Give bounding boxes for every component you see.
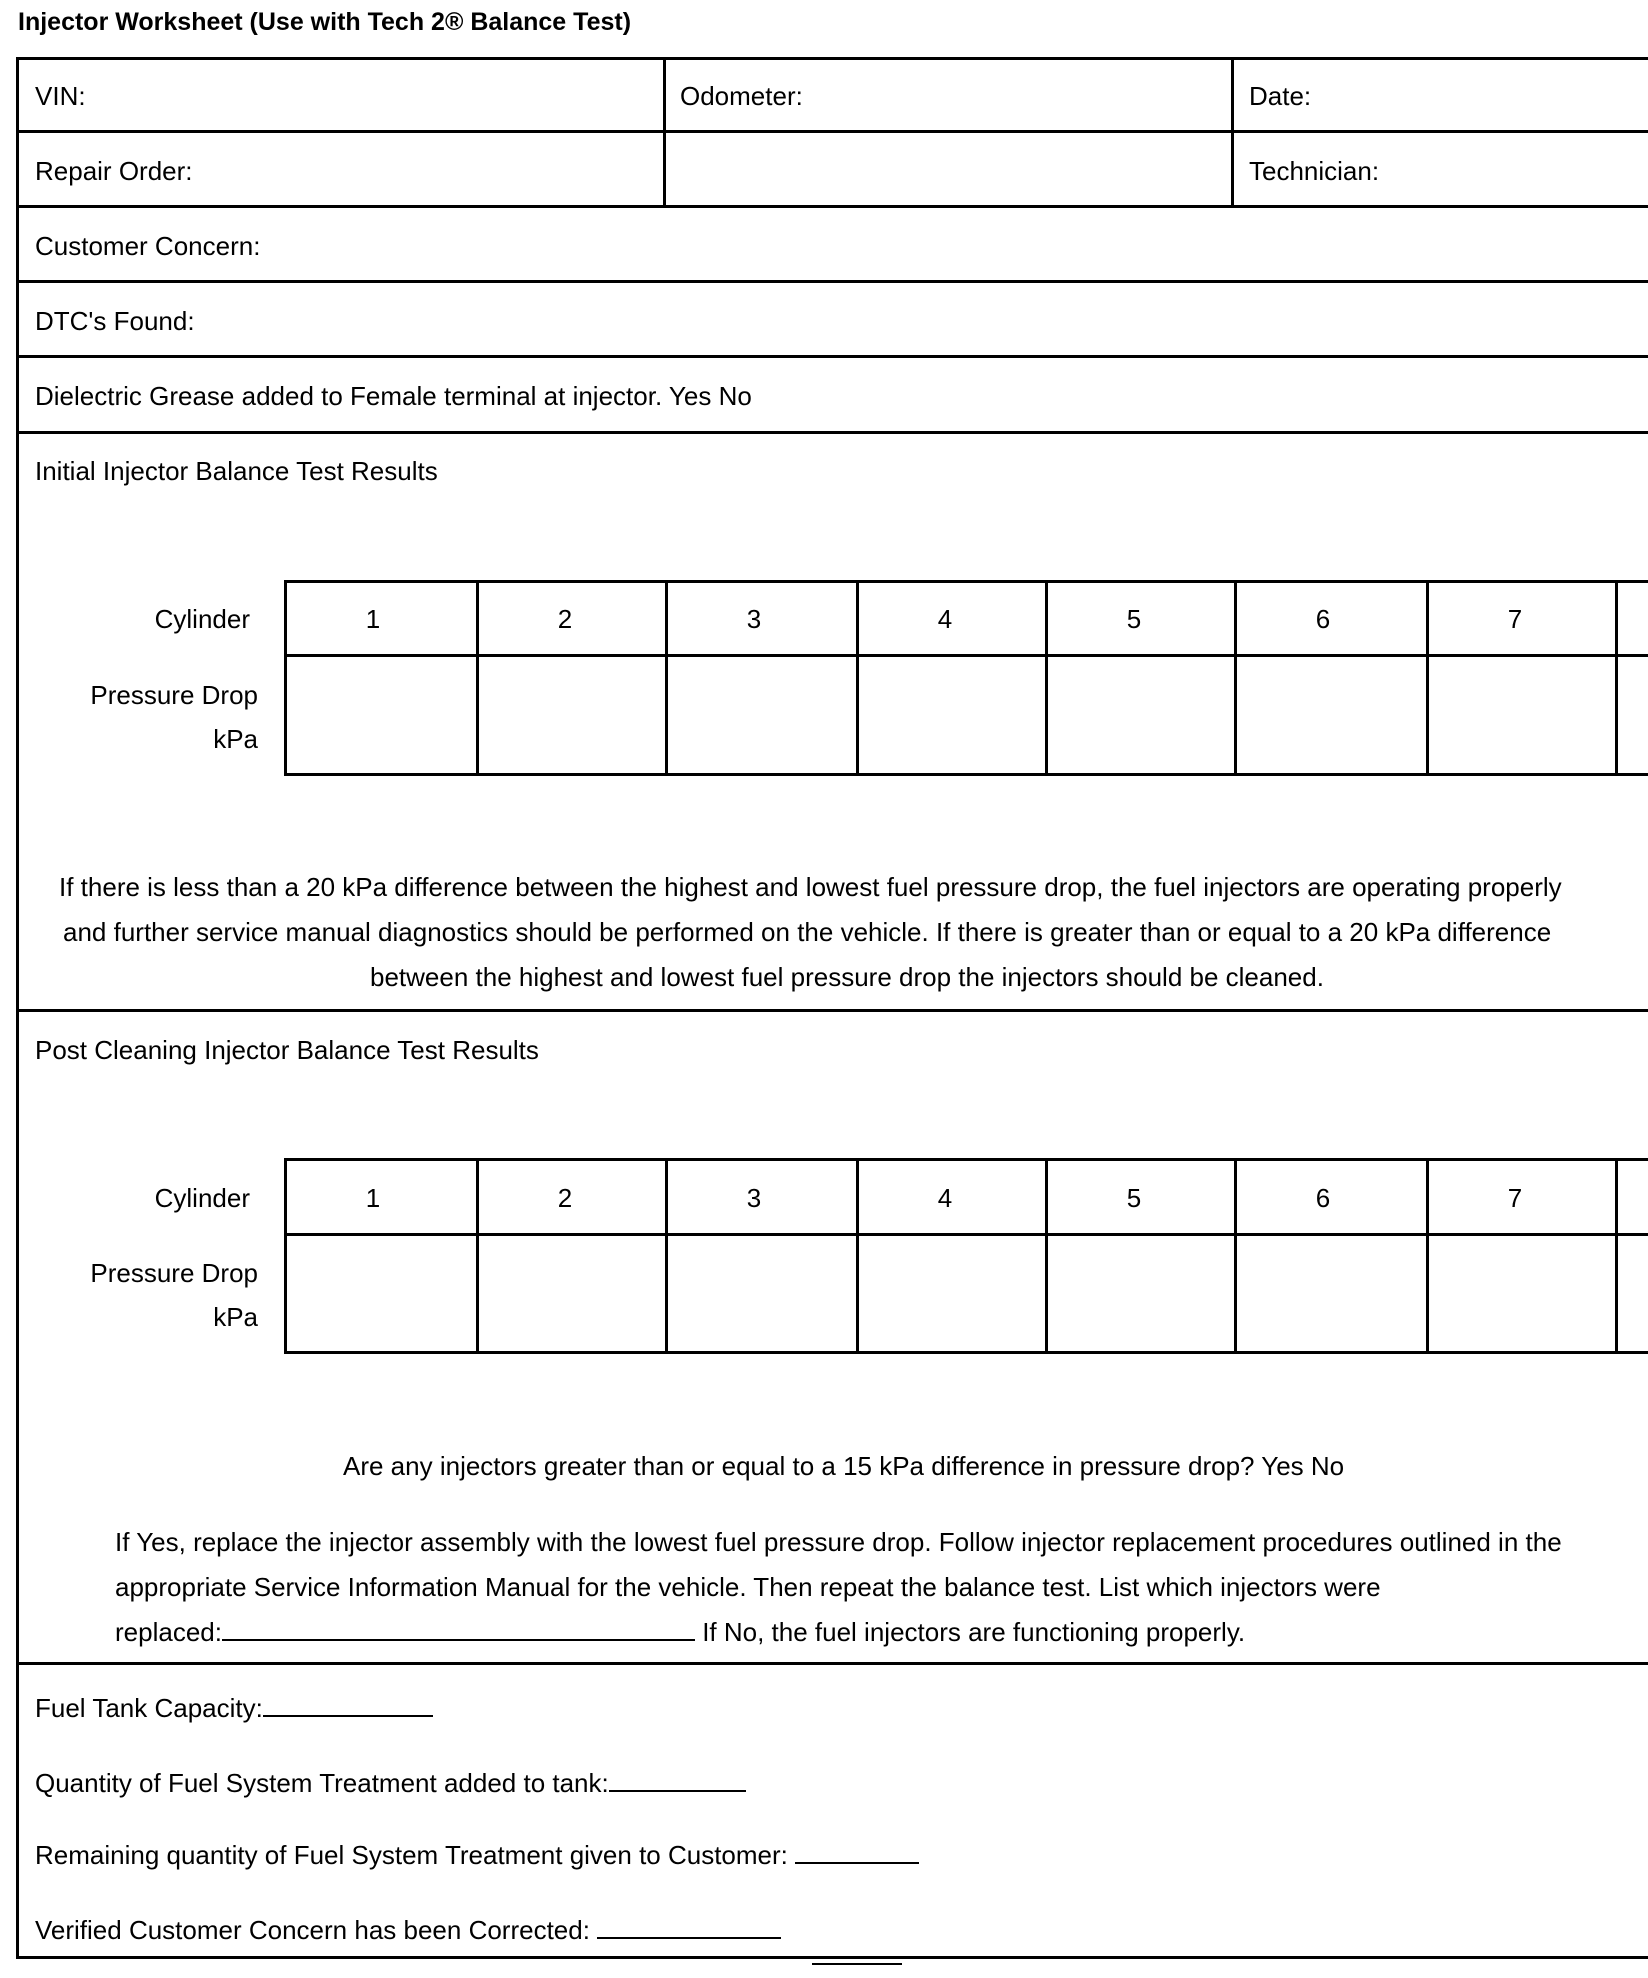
initial-cylinder-number: 1 xyxy=(365,604,381,634)
date-label: Date: xyxy=(1249,81,1312,111)
header-col-divider-2 xyxy=(1231,57,1234,208)
initial-cylinder-number: 6 xyxy=(1315,604,1331,634)
post-grid-col xyxy=(665,1158,668,1354)
fuel-tank-capacity-label: Fuel Tank Capacity: xyxy=(35,1693,263,1723)
post-grid-col xyxy=(284,1158,287,1354)
replacement-instruction-line-3 xyxy=(115,1610,1245,1655)
initial-note-line: If there is less than a 20 kPa difference between the highest and lowest fuel pressure drop, the fuel injectors are operating properly xyxy=(59,872,1562,902)
post-cylinder-number: 1 xyxy=(365,1183,381,1213)
initial-grid-top xyxy=(284,580,1648,583)
replaced-label: replaced: xyxy=(115,1617,222,1647)
remaining-treatment-field xyxy=(35,1838,919,1868)
technician-label: Technician: xyxy=(1249,156,1380,186)
remaining-treatment-label: Remaining quantity of Fuel System Treatment given to Customer: xyxy=(35,1840,796,1870)
initial-grid-col xyxy=(1426,580,1429,776)
post-pressure-cell-5[interactable] xyxy=(1049,1237,1233,1350)
treatment-added-field xyxy=(35,1766,746,1796)
post-grid-col xyxy=(476,1158,479,1354)
initial-pressure-cell-7[interactable] xyxy=(1430,658,1614,772)
initial-grid-col xyxy=(1045,580,1048,776)
initial-grid-col xyxy=(856,580,859,776)
treatment-added-label: Quantity of Fuel System Treatment added to tank: xyxy=(35,1768,609,1798)
initial-pressure-cell-3[interactable] xyxy=(669,658,855,772)
initial-pressure-cell-1[interactable] xyxy=(288,658,475,772)
post-pressure-cell-2[interactable] xyxy=(480,1237,664,1350)
post-grid-col xyxy=(1234,1158,1237,1354)
initial-test-heading: Initial Injector Balance Test Results xyxy=(35,456,438,486)
dielectric-grease-question: Dielectric Grease added to Female terminal at injector. Yes No xyxy=(35,381,752,411)
initial-pressure-cell-4[interactable] xyxy=(860,658,1044,772)
post-kpa-label: kPa xyxy=(213,1302,258,1332)
post-pressure-cell-6[interactable] xyxy=(1238,1237,1425,1350)
fuel-tank-capacity-field xyxy=(35,1691,433,1721)
divider-row3 xyxy=(16,280,1648,283)
post-cylinder-number: 7 xyxy=(1507,1183,1523,1213)
odometer-label: Odometer: xyxy=(680,81,803,111)
page-crop-line xyxy=(812,1963,902,1965)
initial-pressure-cell-6[interactable] xyxy=(1238,658,1425,772)
replacement-instruction-line: If Yes, replace the injector assembly with the lowest fuel pressure drop. Follow injector replacement procedures outlined in the xyxy=(115,1527,1562,1557)
initial-note-line: and further service manual diagnostics should be performed on the vehicle. If there is greater than or equal to a 20 kPa difference xyxy=(63,917,1552,947)
initial-cylinder-number: 3 xyxy=(746,604,762,634)
customer-concern-label: Customer Concern: xyxy=(35,231,261,261)
post-cylinder-number: 4 xyxy=(937,1183,953,1213)
post-cylinder-number: 5 xyxy=(1126,1183,1142,1213)
post-test-heading: Post Cleaning Injector Balance Test Results xyxy=(35,1035,539,1065)
post-pressure-label: Pressure Drop xyxy=(90,1258,258,1288)
initial-pressure-cell-2[interactable] xyxy=(480,658,664,772)
initial-grid-col xyxy=(665,580,668,776)
initial-note-line: between the highest and lowest fuel pressure drop the injectors should be cleaned. xyxy=(370,962,1324,992)
initial-grid-col xyxy=(1234,580,1237,776)
initial-pressure-label: Pressure Drop xyxy=(90,680,258,710)
post-grid-col xyxy=(1045,1158,1048,1354)
top-border xyxy=(16,57,1648,60)
repair-order-label: Repair Order: xyxy=(35,156,193,186)
initial-cylinder-label: Cylinder xyxy=(154,604,250,634)
divider-row5 xyxy=(16,431,1648,434)
initial-pressure-cell-5[interactable] xyxy=(1049,658,1233,772)
vin-label: VIN: xyxy=(35,81,86,111)
post-pressure-cell-7[interactable] xyxy=(1430,1237,1614,1350)
replaced-injectors-blank[interactable] xyxy=(222,1615,695,1641)
replacement-instruction-line: appropriate Service Information Manual for the vehicle. Then repeat the balance test. List which injectors were xyxy=(115,1572,1381,1602)
verified-concern-blank[interactable] xyxy=(597,1913,781,1939)
post-grid-top xyxy=(284,1158,1648,1161)
initial-cylinder-number: 2 xyxy=(557,604,573,634)
post-cylinder-number: 3 xyxy=(746,1183,762,1213)
post-grid-mid xyxy=(284,1233,1648,1236)
post-pressure-cell-1[interactable] xyxy=(288,1237,475,1350)
post-grid-bottom xyxy=(284,1351,1648,1354)
initial-grid-bottom xyxy=(284,773,1648,776)
remaining-treatment-blank[interactable] xyxy=(795,1838,919,1864)
divider-row4 xyxy=(16,355,1648,358)
post-grid-col xyxy=(1426,1158,1429,1354)
post-pressure-cell-4[interactable] xyxy=(860,1237,1044,1350)
divider-row1 xyxy=(16,130,1648,133)
header-col-divider-1 xyxy=(663,57,666,208)
fuel-tank-capacity-blank[interactable] xyxy=(263,1691,433,1717)
post-cylinder-label: Cylinder xyxy=(154,1183,250,1213)
replacement-question: Are any injectors greater than or equal to a 15 kPa difference in pressure drop? Yes No xyxy=(343,1451,1345,1481)
worksheet-title: Injector Worksheet (Use with Tech 2® Balance Test) xyxy=(18,8,632,36)
if-no-text: If No, the fuel injectors are functioning properly. xyxy=(694,1617,1246,1647)
post-grid-col xyxy=(1615,1158,1618,1354)
verified-concern-field xyxy=(35,1913,781,1943)
post-cylinder-number: 2 xyxy=(557,1183,573,1213)
divider-section-footer xyxy=(16,1662,1648,1665)
initial-grid-col xyxy=(476,580,479,776)
divider-row2 xyxy=(16,205,1648,208)
verified-concern-label: Verified Customer Concern has been Corrected: xyxy=(35,1915,598,1945)
dtcs-found-label: DTC's Found: xyxy=(35,306,195,336)
initial-grid-mid xyxy=(284,654,1648,657)
initial-cylinder-number: 7 xyxy=(1507,604,1523,634)
bottom-border xyxy=(16,1956,1648,1959)
post-grid-col xyxy=(856,1158,859,1354)
initial-cylinder-number: 5 xyxy=(1126,604,1142,634)
post-cylinder-number: 6 xyxy=(1315,1183,1331,1213)
initial-grid-col xyxy=(1615,580,1618,776)
initial-grid-col xyxy=(284,580,287,776)
treatment-added-blank[interactable] xyxy=(609,1766,746,1792)
left-border xyxy=(16,57,19,1959)
initial-cylinder-number: 4 xyxy=(937,604,953,634)
post-pressure-cell-3[interactable] xyxy=(669,1237,855,1350)
divider-section-post xyxy=(16,1009,1648,1012)
initial-kpa-label: kPa xyxy=(213,724,258,754)
